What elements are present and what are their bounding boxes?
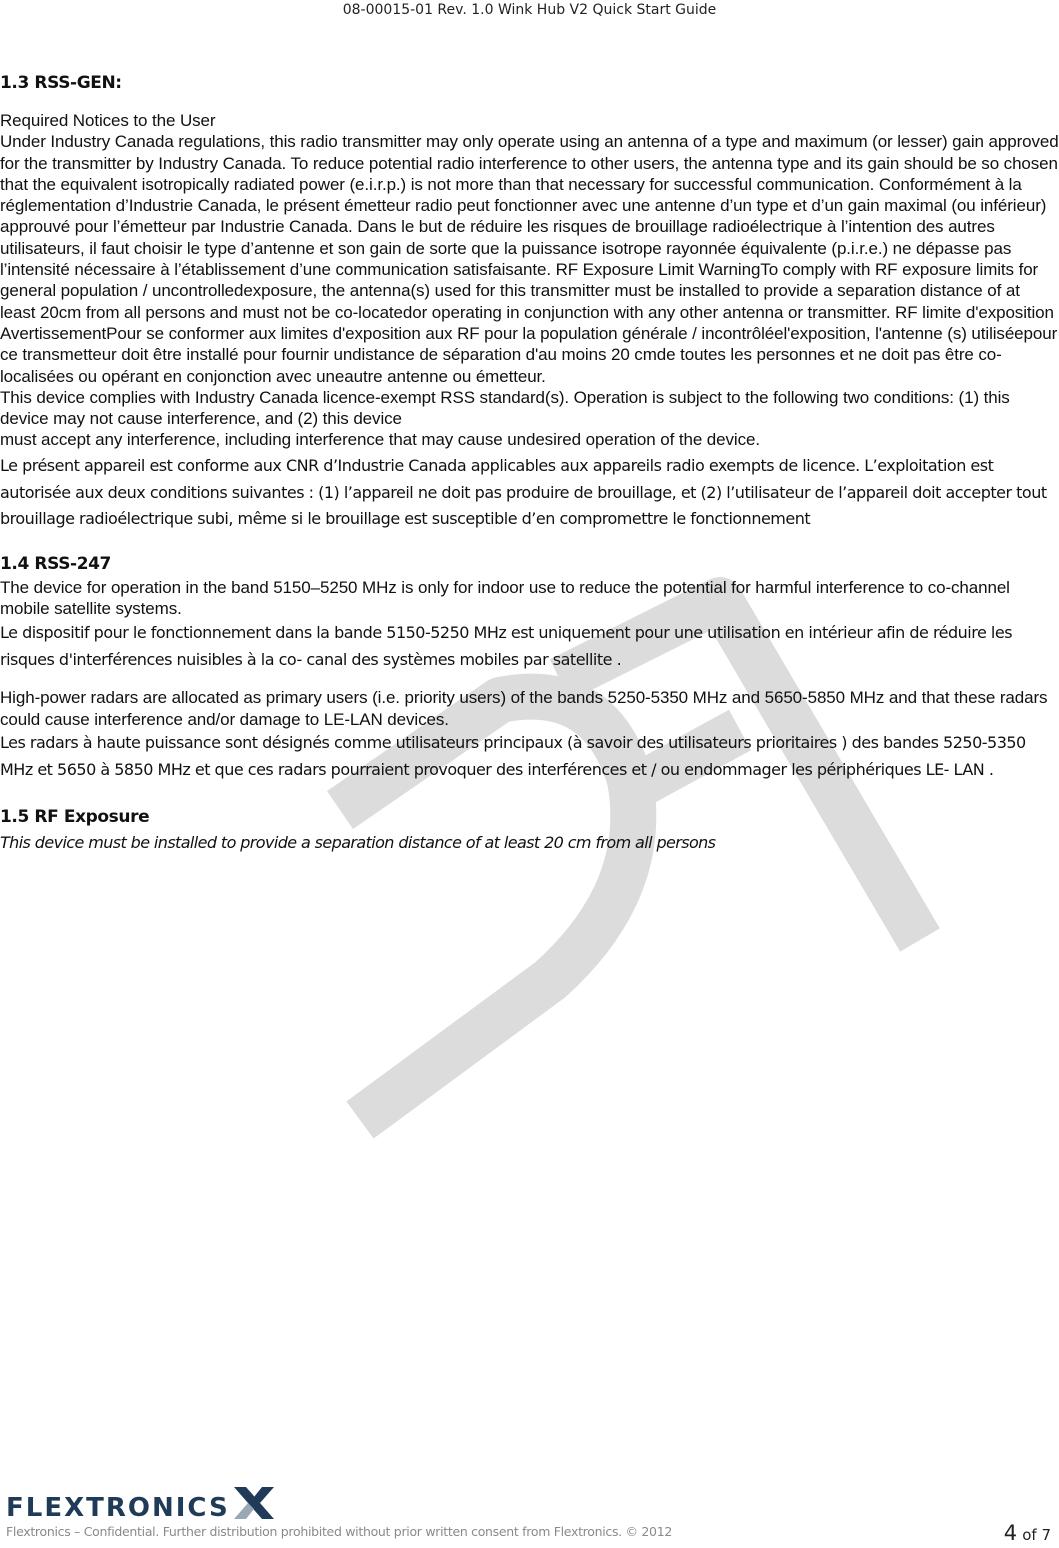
page-total: of 7 <box>1022 1526 1051 1544</box>
radar-notice: High-power radars are allocated as primary users (i.e. priority users) of the bands 5250-5350 MHz and 5650-5850 MHz and that these radars could cause interference and/or damage to LE-LAN devices. <box>0 688 1048 729</box>
interference-acceptance-notice: must accept any interference, including interference that may cause undesired operation of the device. <box>0 430 760 450</box>
rf-exposure-statement: This device must be installed to provide a separation distance of at least 20 cm from all persons <box>0 832 716 852</box>
indoor-use-notice: The device for operation in the band 5150–5250 MHz is only for indoor use to reduce the potential for harmful interference to co-channel mobile satellite systems. <box>0 578 1010 619</box>
document-header: 08-00015-01 Rev. 1.0 Wink Hub V2 Quick Start Guide <box>342 2 717 18</box>
page-number <box>1004 1521 1051 1545</box>
document-body <box>0 70 1059 856</box>
french-indoor-use-notice: Le dispositif pour le fonctionnement dans la bande 5150-5250 MHz est uniquement pour une utilisation en intérieur afin de réduire les risques d'interférences nuisibles à la co- canal des systèmes mobiles par satellite . <box>0 622 1013 669</box>
required-notices-title: Required Notices to the User <box>0 111 216 130</box>
logo-wordmark: FLEXTRONICS <box>6 1493 230 1523</box>
licence-exempt-notice: This device complies with Industry Canada licence-exempt RSS standard(s). Operation is subject to the following two conditions: (1) this device may not cause interference, and (2) this device <box>0 387 1010 429</box>
page-current: 4 <box>1003 1521 1018 1545</box>
section-heading-rf-exposure: 1.5 RF Exposure <box>0 806 150 827</box>
logo-x-mark <box>234 1487 274 1519</box>
flextronics-logo <box>6 1483 281 1528</box>
industry-canada-notice: Under Industry Canada regulations, this radio transmitter may only operate using an antenna of a type and maximum (or lesser) gain approved for the transmitter by Industry Canada. To reduce potential radio interference to other users, the antenna type and its gain should be so chosen that the equivalent isotropically radiated power (e.i.r.p.) is not more than that necessary for successful communication. Conformément à la réglementation d’Industrie Canada, le présent émetteur radio peut fonctionner avec une antenne d’un type et d’un gain maximal (ou inférieur) approuvé pour l’émetteur par Industrie Canada. Dans le but de réduire les risques de brouillage radioélectrique à l’intention des autres utilisateurs, il faut choisir le type d’antenne et son gain de sorte que la puissance isotrope rayonnée équivalente (p.i.r.e.) ne dépasse pas l’intensité nécessaire à l’établissement d’une communication satisfaisante. RF Exposure Limit WarningTo comply with RF exposure limits for general population / uncontrolledexposure, the antenna(s) used for this transmitter must be installed to provide a separation distance of at least 20cm from all persons and must not be co-locatedor operating in conjunction with any other antenna or transmitter. RF limite d'exposition AvertissementPour se conformer aux limites d'exposition aux RF pour la population générale / incontrôléel'exposition, l'antenne (s) utiliséepour ce transmetteur doit être installé pour fournir undistance de séparation d'au moins 20 cmde toutes les personnes et ne doit pas être co-localisées ou opérant en conjonction avec uneautre antenne ou émetteur. <box>0 132 1059 386</box>
french-radar-notice: Les radars à haute puissance sont désignés comme utilisateurs principaux (à savoir des utilisateurs prioritaires ) des bandes 5250-5350 MHz et 5650 à 5850 MHz et que ces radars pourraient provoquer des interférences et / ou endommager les périphériques LE- LAN . <box>0 732 1026 779</box>
french-licence-notice: Le présent appareil est conforme aux CNR d’Industrie Canada applicables aux appareils radio exempts de licence. L’exploitation est autorisée aux deux conditions suivantes : (1) l’appareil ne doit pas produire de brouillage, et (2) l’utilisateur de l’appareil doit accepter tout brouillage radioélectrique subi, même si le brouillage est susceptible d’en compromettre le fonctionnement <box>0 455 1047 529</box>
confidential-notice: Flextronics – Confidential. Further distribution prohibited without prior written consent from Flextronics. © 2012 <box>6 1524 673 1539</box>
section-heading-rss-247: 1.4 RSS-247 <box>0 554 111 575</box>
section-heading-rss-gen: 1.3 RSS-GEN: <box>0 73 122 93</box>
